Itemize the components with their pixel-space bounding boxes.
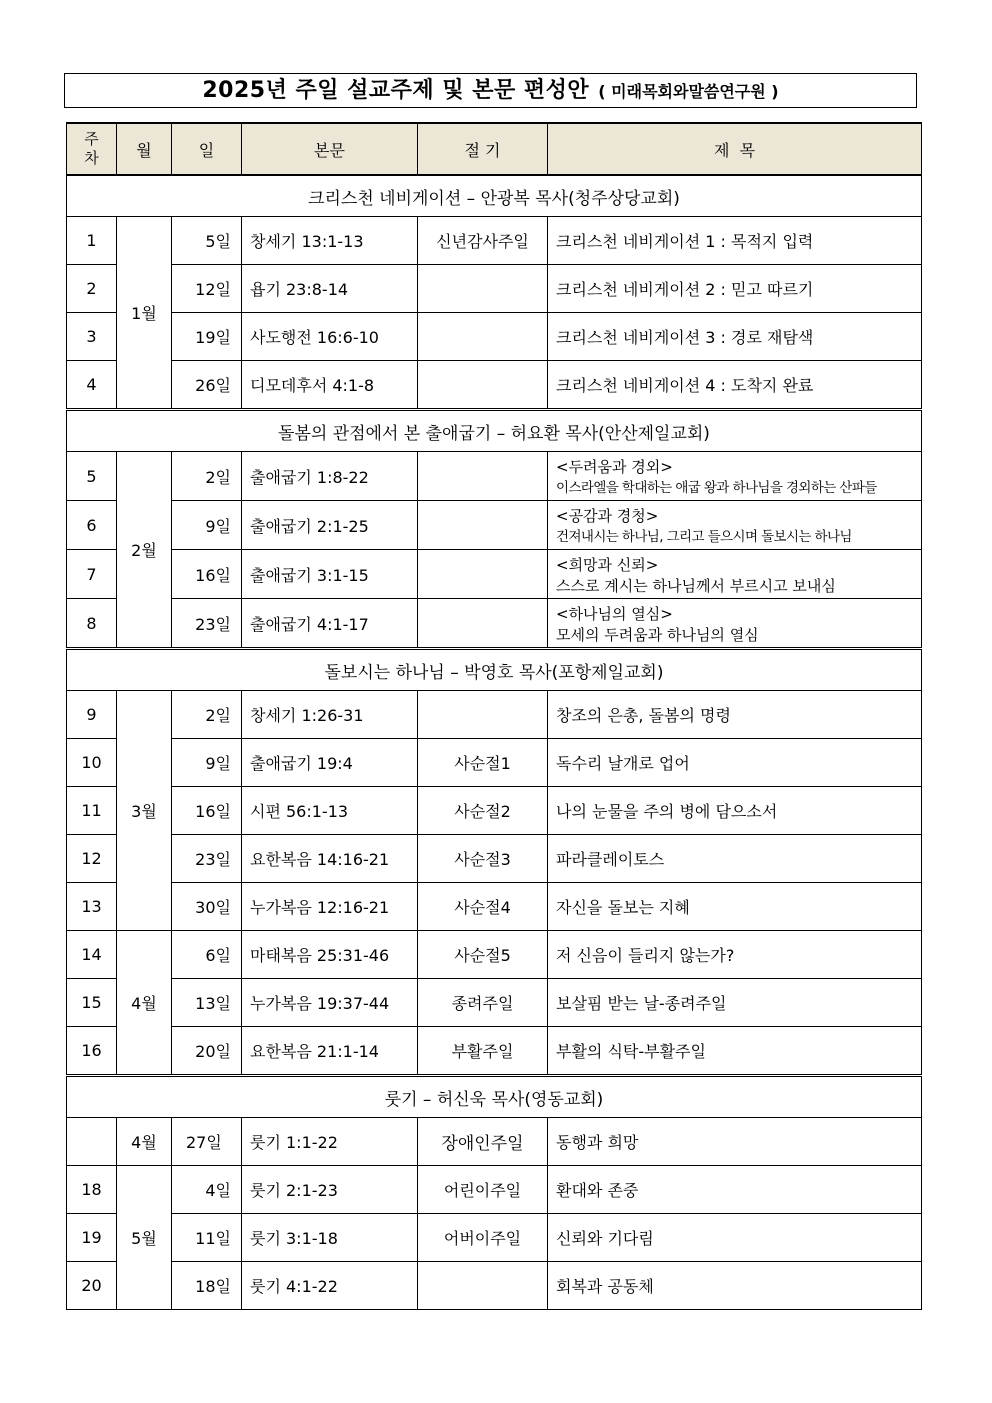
section-heading-row xyxy=(67,175,922,217)
week-cell: 15 xyxy=(67,979,117,1027)
season-cell xyxy=(418,452,548,501)
table-row xyxy=(67,691,922,739)
scripture-cell: 누가복음 12:16-21 xyxy=(242,883,418,931)
subject-cell: 부활의 식탁-부활주일 xyxy=(548,1027,922,1076)
month-cell: 4월 xyxy=(117,1118,172,1166)
week-cell: 14 xyxy=(67,931,117,979)
subject-cell: 파라클레이토스 xyxy=(548,835,922,883)
month-cell: 3월 xyxy=(117,691,172,931)
section-heading-row xyxy=(67,410,922,452)
day-cell: 30일 xyxy=(172,883,242,931)
season-cell: 어린이주일 xyxy=(418,1166,548,1214)
scripture-cell: 욥기 23:8-14 xyxy=(242,265,418,313)
table-row xyxy=(67,1262,922,1310)
season-cell: 사순절3 xyxy=(418,835,548,883)
scripture-cell: 룻기 2:1-23 xyxy=(242,1166,418,1214)
day-cell: 16일 xyxy=(172,787,242,835)
subject-cell: 동행과 희망 xyxy=(548,1118,922,1166)
subject-cell: 크리스천 네비게이션 4 : 도착지 완료 xyxy=(548,361,922,410)
table-row xyxy=(67,787,922,835)
week-cell: 2 xyxy=(67,265,117,313)
month-cell: 2월 xyxy=(117,452,172,649)
subject-cell: 보살핌 받는 날-종려주일 xyxy=(548,979,922,1027)
document-subtitle: ( 미래목회와말씀연구원 ) xyxy=(598,82,779,101)
week-cell: 3 xyxy=(67,313,117,361)
season-cell: 어버이주일 xyxy=(418,1214,548,1262)
week-cell: 9 xyxy=(67,691,117,739)
section-heading: 크리스천 네비게이션 – 안광복 목사(청주상당교회) xyxy=(67,175,922,217)
scripture-cell: 창세기 1:26-31 xyxy=(242,691,418,739)
table-row xyxy=(67,361,922,410)
scripture-cell: 출애굽기 3:1-15 xyxy=(242,550,418,599)
scripture-cell: 룻기 1:1-22 xyxy=(242,1118,418,1166)
season-cell: 사순절1 xyxy=(418,739,548,787)
header-month: 월 xyxy=(117,123,172,175)
table-row xyxy=(67,265,922,313)
day-cell: 26일 xyxy=(172,361,242,410)
subject-cell xyxy=(548,501,922,550)
season-cell xyxy=(418,265,548,313)
week-cell: 1 xyxy=(67,217,117,265)
subject-theme: <하나님의 열심> xyxy=(556,604,673,623)
week-cell: 8 xyxy=(67,599,117,649)
day-cell: 23일 xyxy=(172,599,242,649)
season-cell: 종려주일 xyxy=(418,979,548,1027)
day-cell: 6일 xyxy=(172,931,242,979)
day-cell: 23일 xyxy=(172,835,242,883)
season-cell xyxy=(418,361,548,410)
season-cell xyxy=(418,501,548,550)
table-row xyxy=(67,1118,922,1166)
table-row xyxy=(67,599,922,649)
table-row xyxy=(67,1166,922,1214)
subject-cell xyxy=(548,599,922,649)
table-row xyxy=(67,452,922,501)
scripture-cell: 사도행전 16:6-10 xyxy=(242,313,418,361)
subject-cell: 저 신음이 들리지 않는가? xyxy=(548,931,922,979)
scripture-cell: 출애굽기 1:8-22 xyxy=(242,452,418,501)
scripture-cell: 요한복음 21:1-14 xyxy=(242,1027,418,1076)
season-cell xyxy=(418,313,548,361)
week-cell: 5 xyxy=(67,452,117,501)
subject-detail: 모세의 두려움과 하나님의 열심 xyxy=(556,625,759,644)
day-cell: 27일 xyxy=(172,1118,242,1166)
document-title-box xyxy=(64,73,917,108)
header-week: 주 차 xyxy=(67,123,117,175)
scripture-cell: 누가복음 19:37-44 xyxy=(242,979,418,1027)
subject-cell: 신뢰와 기다림 xyxy=(548,1214,922,1262)
sermon-schedule-table xyxy=(66,122,922,1310)
week-cell: 19 xyxy=(67,1214,117,1262)
section-heading: 돌봄의 관점에서 본 출애굽기 – 허요환 목사(안산제일교회) xyxy=(67,410,922,452)
table-row xyxy=(67,217,922,265)
week-cell xyxy=(67,1118,117,1166)
season-cell xyxy=(418,550,548,599)
day-cell: 18일 xyxy=(172,1262,242,1310)
scripture-cell: 출애굽기 2:1-25 xyxy=(242,501,418,550)
scripture-cell: 마태복음 25:31-46 xyxy=(242,931,418,979)
table-row xyxy=(67,1027,922,1076)
table-row xyxy=(67,550,922,599)
scripture-cell: 시편 56:1-13 xyxy=(242,787,418,835)
season-cell xyxy=(418,1262,548,1310)
table-row xyxy=(67,1214,922,1262)
day-cell: 11일 xyxy=(172,1214,242,1262)
subject-theme: <공감과 경청> xyxy=(556,506,659,525)
subject-cell: 나의 눈물을 주의 병에 담으소서 xyxy=(548,787,922,835)
table-row xyxy=(67,835,922,883)
section-heading-row xyxy=(67,649,922,691)
day-cell: 9일 xyxy=(172,739,242,787)
week-cell: 16 xyxy=(67,1027,117,1076)
day-cell: 13일 xyxy=(172,979,242,1027)
scripture-cell: 창세기 13:1-13 xyxy=(242,217,418,265)
day-cell: 5일 xyxy=(172,217,242,265)
table-row xyxy=(67,979,922,1027)
day-cell: 2일 xyxy=(172,452,242,501)
scripture-cell: 출애굽기 4:1-17 xyxy=(242,599,418,649)
scripture-cell: 요한복음 14:16-21 xyxy=(242,835,418,883)
day-cell: 9일 xyxy=(172,501,242,550)
subject-cell xyxy=(548,452,922,501)
subject-cell: 회복과 공동체 xyxy=(548,1262,922,1310)
week-cell: 4 xyxy=(67,361,117,410)
document-title: 2025년 주일 설교주제 및 본문 편성안 xyxy=(202,78,590,103)
subject-cell: 독수리 날개로 업어 xyxy=(548,739,922,787)
season-cell xyxy=(418,599,548,649)
subject-cell: 창조의 은총, 돌봄의 명령 xyxy=(548,691,922,739)
day-cell: 2일 xyxy=(172,691,242,739)
season-cell: 사순절4 xyxy=(418,883,548,931)
week-cell: 13 xyxy=(67,883,117,931)
subject-detail: 건져내시는 하나님, 그리고 들으시며 돌보시는 하나님 xyxy=(556,528,852,545)
section-heading: 돌보시는 하나님 – 박영호 목사(포항제일교회) xyxy=(67,649,922,691)
scripture-cell: 출애굽기 19:4 xyxy=(242,739,418,787)
season-cell: 사순절2 xyxy=(418,787,548,835)
day-cell: 19일 xyxy=(172,313,242,361)
subject-cell: 환대와 존중 xyxy=(548,1166,922,1214)
table-row xyxy=(67,313,922,361)
section-heading: 룻기 – 허신욱 목사(영동교회) xyxy=(67,1076,922,1118)
subject-cell: 크리스천 네비게이션 3 : 경로 재탐색 xyxy=(548,313,922,361)
subject-theme: <두려움과 경외> xyxy=(556,457,673,476)
week-cell: 10 xyxy=(67,739,117,787)
subject-cell: 크리스천 네비게이션 1 : 목적지 입력 xyxy=(548,217,922,265)
scripture-cell: 룻기 4:1-22 xyxy=(242,1262,418,1310)
table-row xyxy=(67,739,922,787)
month-cell: 4월 xyxy=(117,931,172,1076)
season-cell xyxy=(418,691,548,739)
day-cell: 20일 xyxy=(172,1027,242,1076)
scripture-cell: 룻기 3:1-18 xyxy=(242,1214,418,1262)
scripture-cell: 디모데후서 4:1-8 xyxy=(242,361,418,410)
subject-detail: 스스로 계시는 하나님께서 부르시고 보내심 xyxy=(556,576,836,595)
week-cell: 7 xyxy=(67,550,117,599)
season-cell: 사순절5 xyxy=(418,931,548,979)
week-cell: 6 xyxy=(67,501,117,550)
subject-cell: 자신을 돌보는 지혜 xyxy=(548,883,922,931)
table-row xyxy=(67,883,922,931)
section-heading-row xyxy=(67,1076,922,1118)
season-cell: 부활주일 xyxy=(418,1027,548,1076)
header-text: 본문 xyxy=(242,123,418,175)
month-cell: 1월 xyxy=(117,217,172,410)
season-cell: 신년감사주일 xyxy=(418,217,548,265)
header-season: 절 기 xyxy=(418,123,548,175)
month-cell: 5월 xyxy=(117,1166,172,1310)
header-day: 일 xyxy=(172,123,242,175)
week-cell: 12 xyxy=(67,835,117,883)
week-cell: 20 xyxy=(67,1262,117,1310)
table-row xyxy=(67,501,922,550)
table-row xyxy=(67,931,922,979)
day-cell: 4일 xyxy=(172,1166,242,1214)
header-subject: 제 목 xyxy=(548,123,922,175)
subject-detail: 이스라엘을 학대하는 애굽 왕과 하나님을 경외하는 산파들 xyxy=(556,479,877,496)
week-cell: 18 xyxy=(67,1166,117,1214)
header-row xyxy=(67,123,922,175)
day-cell: 12일 xyxy=(172,265,242,313)
week-cell: 11 xyxy=(67,787,117,835)
day-cell: 16일 xyxy=(172,550,242,599)
subject-theme: <희망과 신뢰> xyxy=(556,555,659,574)
season-cell: 장애인주일 xyxy=(418,1118,548,1166)
subject-cell: 크리스천 네비게이션 2 : 믿고 따르기 xyxy=(548,265,922,313)
subject-cell xyxy=(548,550,922,599)
